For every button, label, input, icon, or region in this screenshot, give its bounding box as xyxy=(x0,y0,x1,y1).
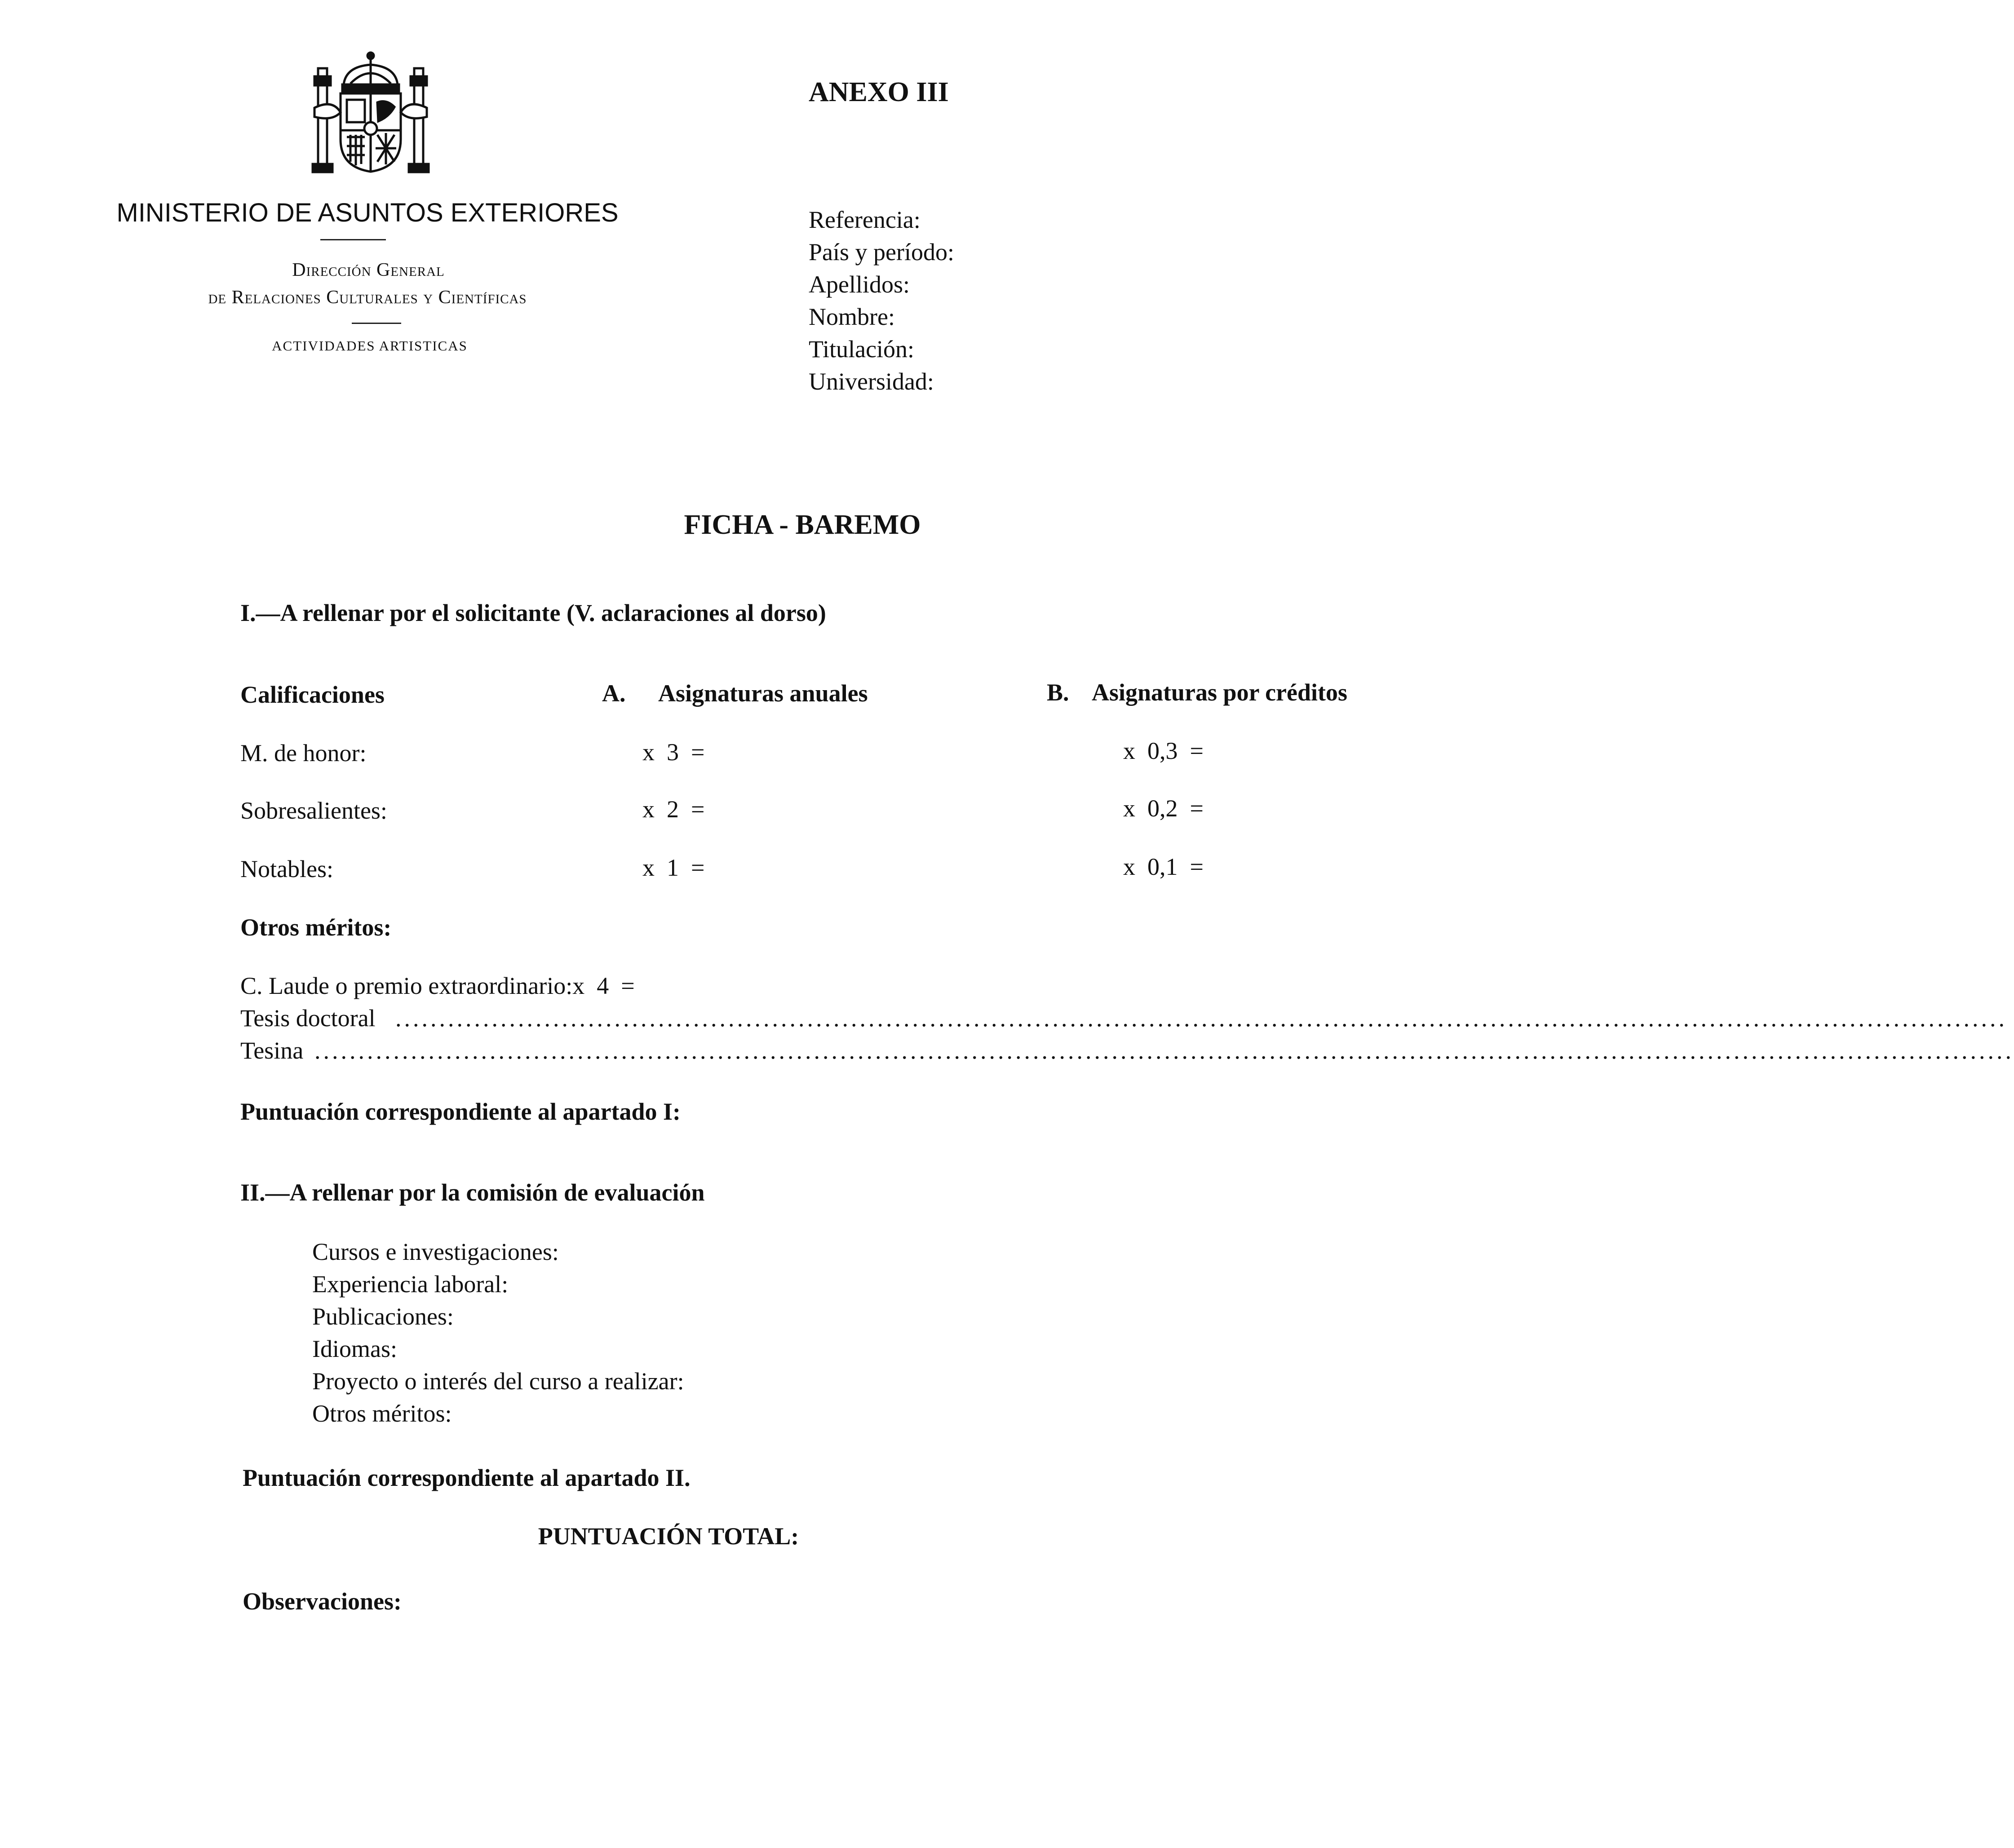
col-a-header: Asignaturas anuales xyxy=(658,680,868,707)
tesina-label: Tesina xyxy=(240,1037,304,1064)
section2-heading: II.—A rellenar por la comisión de evaluación xyxy=(240,1179,705,1206)
field-university: Universidad: xyxy=(809,368,934,395)
grade-a-mult-honor: x 3 = xyxy=(642,739,705,766)
grade-b-mult-notable: x 0,1 = xyxy=(1123,853,1204,880)
item-publications: Publicaciones: xyxy=(312,1303,454,1330)
field-surnames: Apellidos: xyxy=(809,271,910,298)
grade-label-notable: Notables: xyxy=(240,855,333,882)
coat-of-arms xyxy=(305,49,436,177)
item-project: Proyecto o interés del curso a realizar: xyxy=(312,1368,684,1395)
annex-title: ANEXO III xyxy=(809,77,949,107)
grade-label-outstanding: Sobresalientes: xyxy=(240,797,387,824)
grade-a-mult-outstanding: x 2 = xyxy=(642,796,705,823)
section1-heading: I.—A rellenar por el solicitante (V. aclaraciones al dorso) xyxy=(240,599,826,626)
section1-score: Puntuación correspondiente al apartado I: xyxy=(240,1098,681,1125)
other-merits-heading: Otros méritos: xyxy=(240,914,392,941)
total-score: PUNTUACIÓN TOTAL: xyxy=(538,1523,799,1550)
laude-line: C. Laude o premio extraordinario:x 4 = xyxy=(240,972,635,999)
col-grades-header: Calificaciones xyxy=(240,681,385,708)
grade-label-honor: M. de honor: xyxy=(240,740,367,767)
tesina-line xyxy=(240,1037,2014,1068)
page-title: FICHA - BAREMO xyxy=(684,510,921,540)
ministry-name: MINISTERIO DE ASUNTOS EXTERIORES xyxy=(116,198,619,227)
observations-heading: Observaciones: xyxy=(243,1588,402,1615)
section2-score: Puntuación correspondiente al apartado II. xyxy=(243,1464,691,1491)
thesis-line xyxy=(240,1004,2007,1036)
item-other-merits: Otros méritos: xyxy=(312,1400,452,1427)
field-country-period: País y período: xyxy=(809,239,954,266)
item-languages: Idiomas: xyxy=(312,1335,397,1362)
grade-b-mult-outstanding: x 0,2 = xyxy=(1123,795,1204,822)
item-experience: Experiencia laboral: xyxy=(312,1271,509,1298)
header-divider-1 xyxy=(320,239,386,240)
col-b-header: Asignaturas por créditos xyxy=(1092,679,1348,706)
tesina-dots: .................................................................................................................................................................................................. xyxy=(314,1037,2014,1064)
coat-of-arms-icon xyxy=(305,49,436,177)
thesis-dots: ........................................................................................................................................................................................ xyxy=(395,1005,2007,1032)
grade-a-mult-notable: x 1 = xyxy=(642,854,705,881)
field-reference: Referencia: xyxy=(809,206,921,233)
direction-line-1: Dirección General xyxy=(292,260,445,280)
direction-line-2: de Relaciones Culturales y Científicas xyxy=(208,287,527,308)
header-divider-2 xyxy=(352,323,401,324)
item-courses: Cursos e investigaciones: xyxy=(312,1238,559,1265)
col-b-letter: B. xyxy=(1047,679,1069,706)
field-name: Nombre: xyxy=(809,303,895,330)
field-degree: Titulación: xyxy=(809,336,915,363)
col-a-letter: A. xyxy=(602,680,626,707)
grade-b-mult-honor: x 0,3 = xyxy=(1123,737,1204,764)
department-name: ACTIVIDADES ARTISTICAS xyxy=(272,338,468,354)
thesis-label: Tesis doctoral xyxy=(240,1005,376,1032)
